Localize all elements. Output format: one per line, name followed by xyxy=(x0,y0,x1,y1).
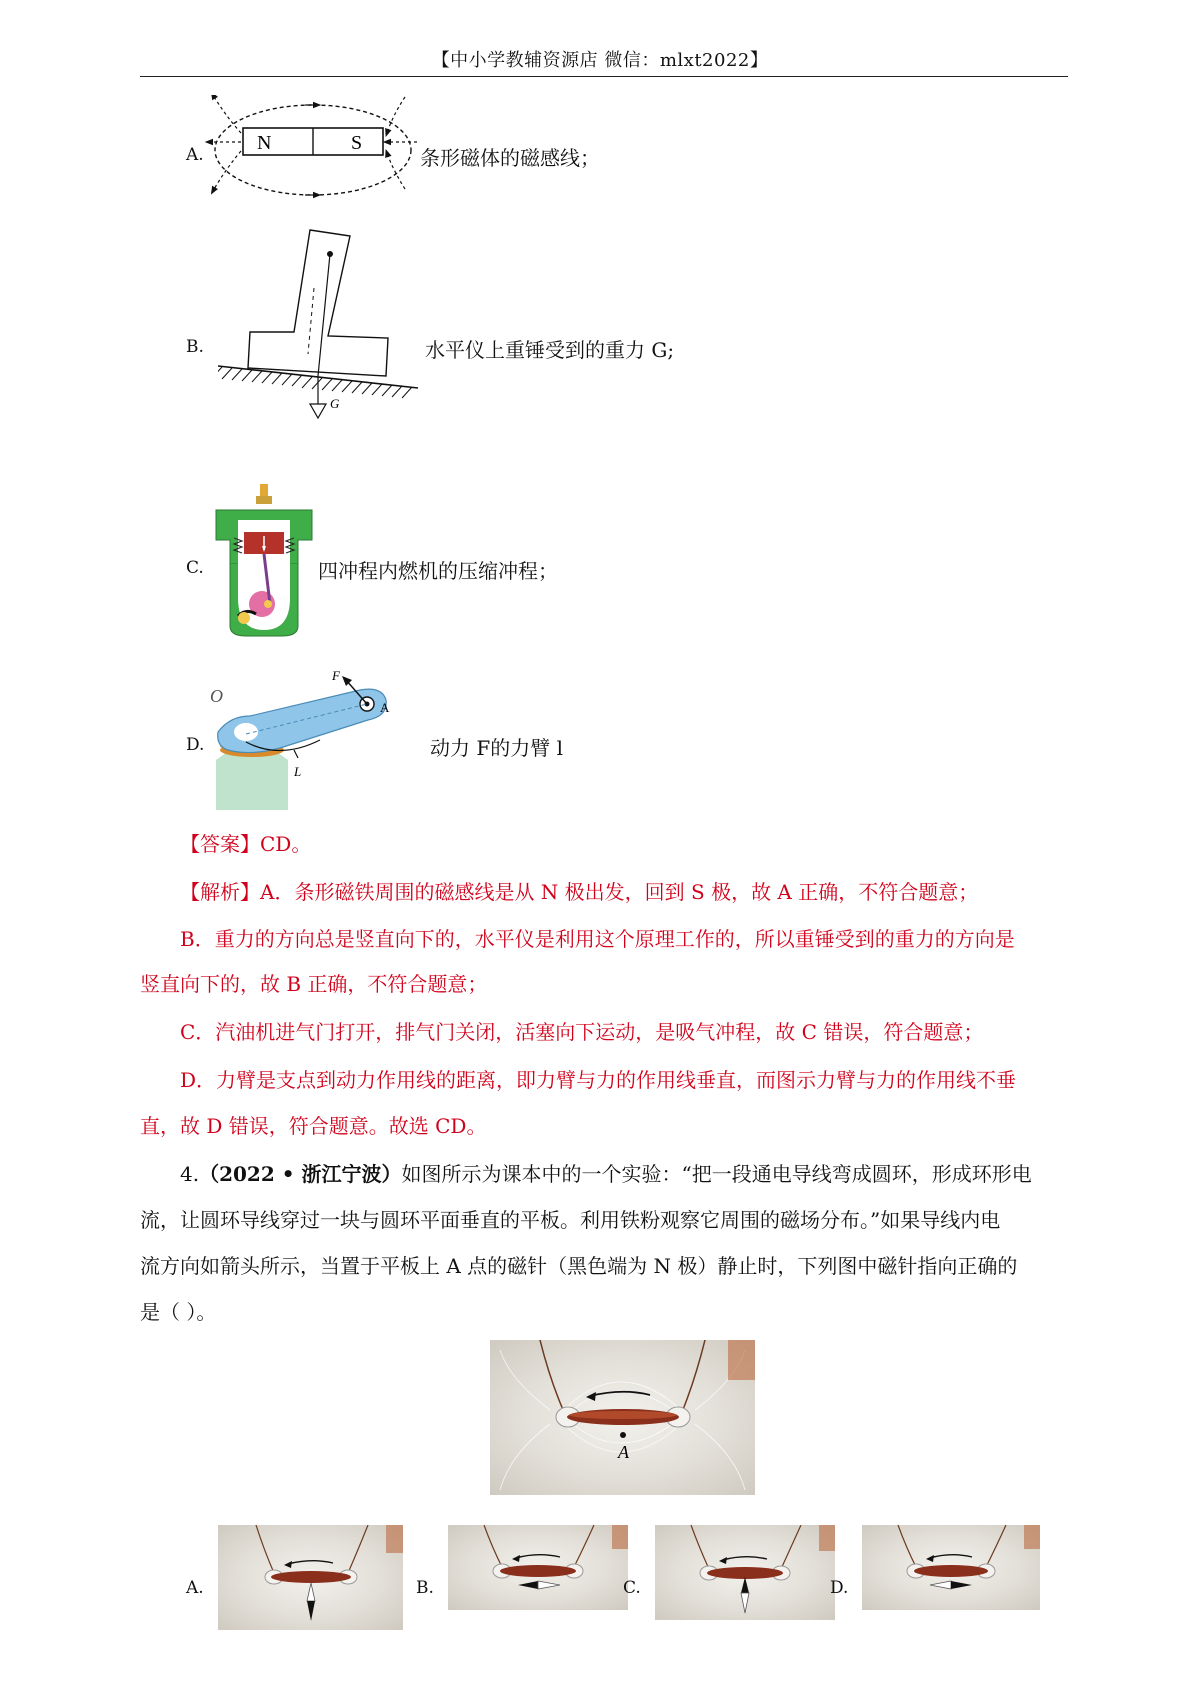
choice-b-label: B. xyxy=(416,1578,434,1598)
choice-d-label: D. xyxy=(830,1578,849,1598)
compass-needle-south-end xyxy=(307,1583,315,1601)
question4-line1 xyxy=(180,1160,1060,1188)
question4-line2: 流，让圆环导线穿过一块与圆环平面垂直的平板。利用铁粉观察它周围的磁场分布。”如果导线内电 xyxy=(140,1208,1001,1232)
compass-needle-south-end xyxy=(741,1593,749,1613)
compass-needle-north-end xyxy=(951,1581,972,1589)
option-b-text: 水平仪上重锤受到的重力 G; xyxy=(425,338,675,362)
choice-a-label: A. xyxy=(186,1578,204,1598)
ring-current-photo xyxy=(490,1340,755,1495)
bottle-opener-figure xyxy=(210,660,430,810)
question4-source: （2022 • 浙江宁波） xyxy=(199,1162,402,1186)
question4-line3: 流方向如箭头所示，当置于平板上 A 点的磁针（黑色端为 N 极）静止时，下列图中磁针指向正确的 xyxy=(140,1254,1018,1278)
option-d-text: 动力 F的力臂 l xyxy=(430,736,563,760)
force-label-f: F xyxy=(332,668,340,683)
question4-text-1: 如图所示为课本中的一个实验：“把一段通电导线弯成圆环，形成环形电 xyxy=(401,1162,1032,1186)
compass-needle-north-end xyxy=(518,1581,538,1589)
question4-number: 4. xyxy=(180,1162,200,1186)
engine-figure xyxy=(212,480,316,640)
choice-a-photo[interactable] xyxy=(218,1525,403,1630)
question4-line4: 是（ ）。 xyxy=(140,1300,217,1324)
analysis-line-b2: 竖直向下的，故 B 正确，不符合题意； xyxy=(140,972,488,996)
bar-magnet-figure xyxy=(205,95,420,205)
compass-needle-north-end xyxy=(741,1577,749,1593)
option-a-text: 条形磁体的磁感线； xyxy=(420,146,600,170)
analysis-line-d1: D．力臂是支点到动力作用线的距离，即力臂与力的作用线垂直，而图示力臂与力的作用线不垂 xyxy=(180,1068,1017,1092)
gravity-label: G xyxy=(330,396,340,411)
option-d-label: D. xyxy=(186,735,205,755)
analysis-line-d2: 直，故 D 错误，符合题意。故选 CD。 xyxy=(140,1114,487,1138)
option-c-text: 四冲程内燃机的压缩冲程； xyxy=(318,559,558,583)
answer-line xyxy=(180,830,1060,858)
analysis-line-a xyxy=(180,878,1060,906)
choice-c-photo[interactable] xyxy=(655,1525,835,1620)
level-plumb-figure xyxy=(218,228,423,443)
option-c-label: C. xyxy=(186,558,204,578)
option-b-label: B. xyxy=(186,337,204,357)
choice-c-label: C. xyxy=(623,1578,641,1598)
compass-needle-south-end xyxy=(538,1581,560,1589)
header-rule xyxy=(140,76,1068,77)
analysis-line-c: C．汽油机进气门打开，排气门关闭，活塞向下运动，是吸气冲程，故 C 错误，符合题意； xyxy=(180,1020,984,1044)
magnet-pole-n: N xyxy=(257,132,272,154)
analysis-line-b1: B．重力的方向总是竖直向下的，水平仪是利用这个原理工作的，所以重锤受到的重力的方向是 xyxy=(180,927,1015,951)
page-header: 【中小学教辅资源店 微信：mlxt2022】 xyxy=(431,50,769,71)
fulcrum-label-o: O xyxy=(210,686,223,706)
option-a-label: A. xyxy=(186,145,204,165)
compass-needle-north-end xyxy=(307,1601,315,1621)
answer-tag: 【答案】 xyxy=(180,832,260,856)
answer-value: CD。 xyxy=(260,832,312,856)
point-a-label: A xyxy=(618,1442,629,1462)
analysis-a-text: A．条形磁铁周围的磁感线是从 N 极出发，回到 S 极，故 A 正确，不符合题意； xyxy=(260,880,979,904)
choice-d-photo[interactable] xyxy=(862,1525,1040,1610)
arm-label-l: L xyxy=(294,764,302,779)
analysis-tag: 【解析】 xyxy=(180,880,260,904)
point-label-a: A xyxy=(380,700,390,715)
magnet-pole-s: S xyxy=(351,132,363,154)
choice-b-photo[interactable] xyxy=(448,1525,628,1610)
compass-needle-south-end xyxy=(930,1581,951,1589)
